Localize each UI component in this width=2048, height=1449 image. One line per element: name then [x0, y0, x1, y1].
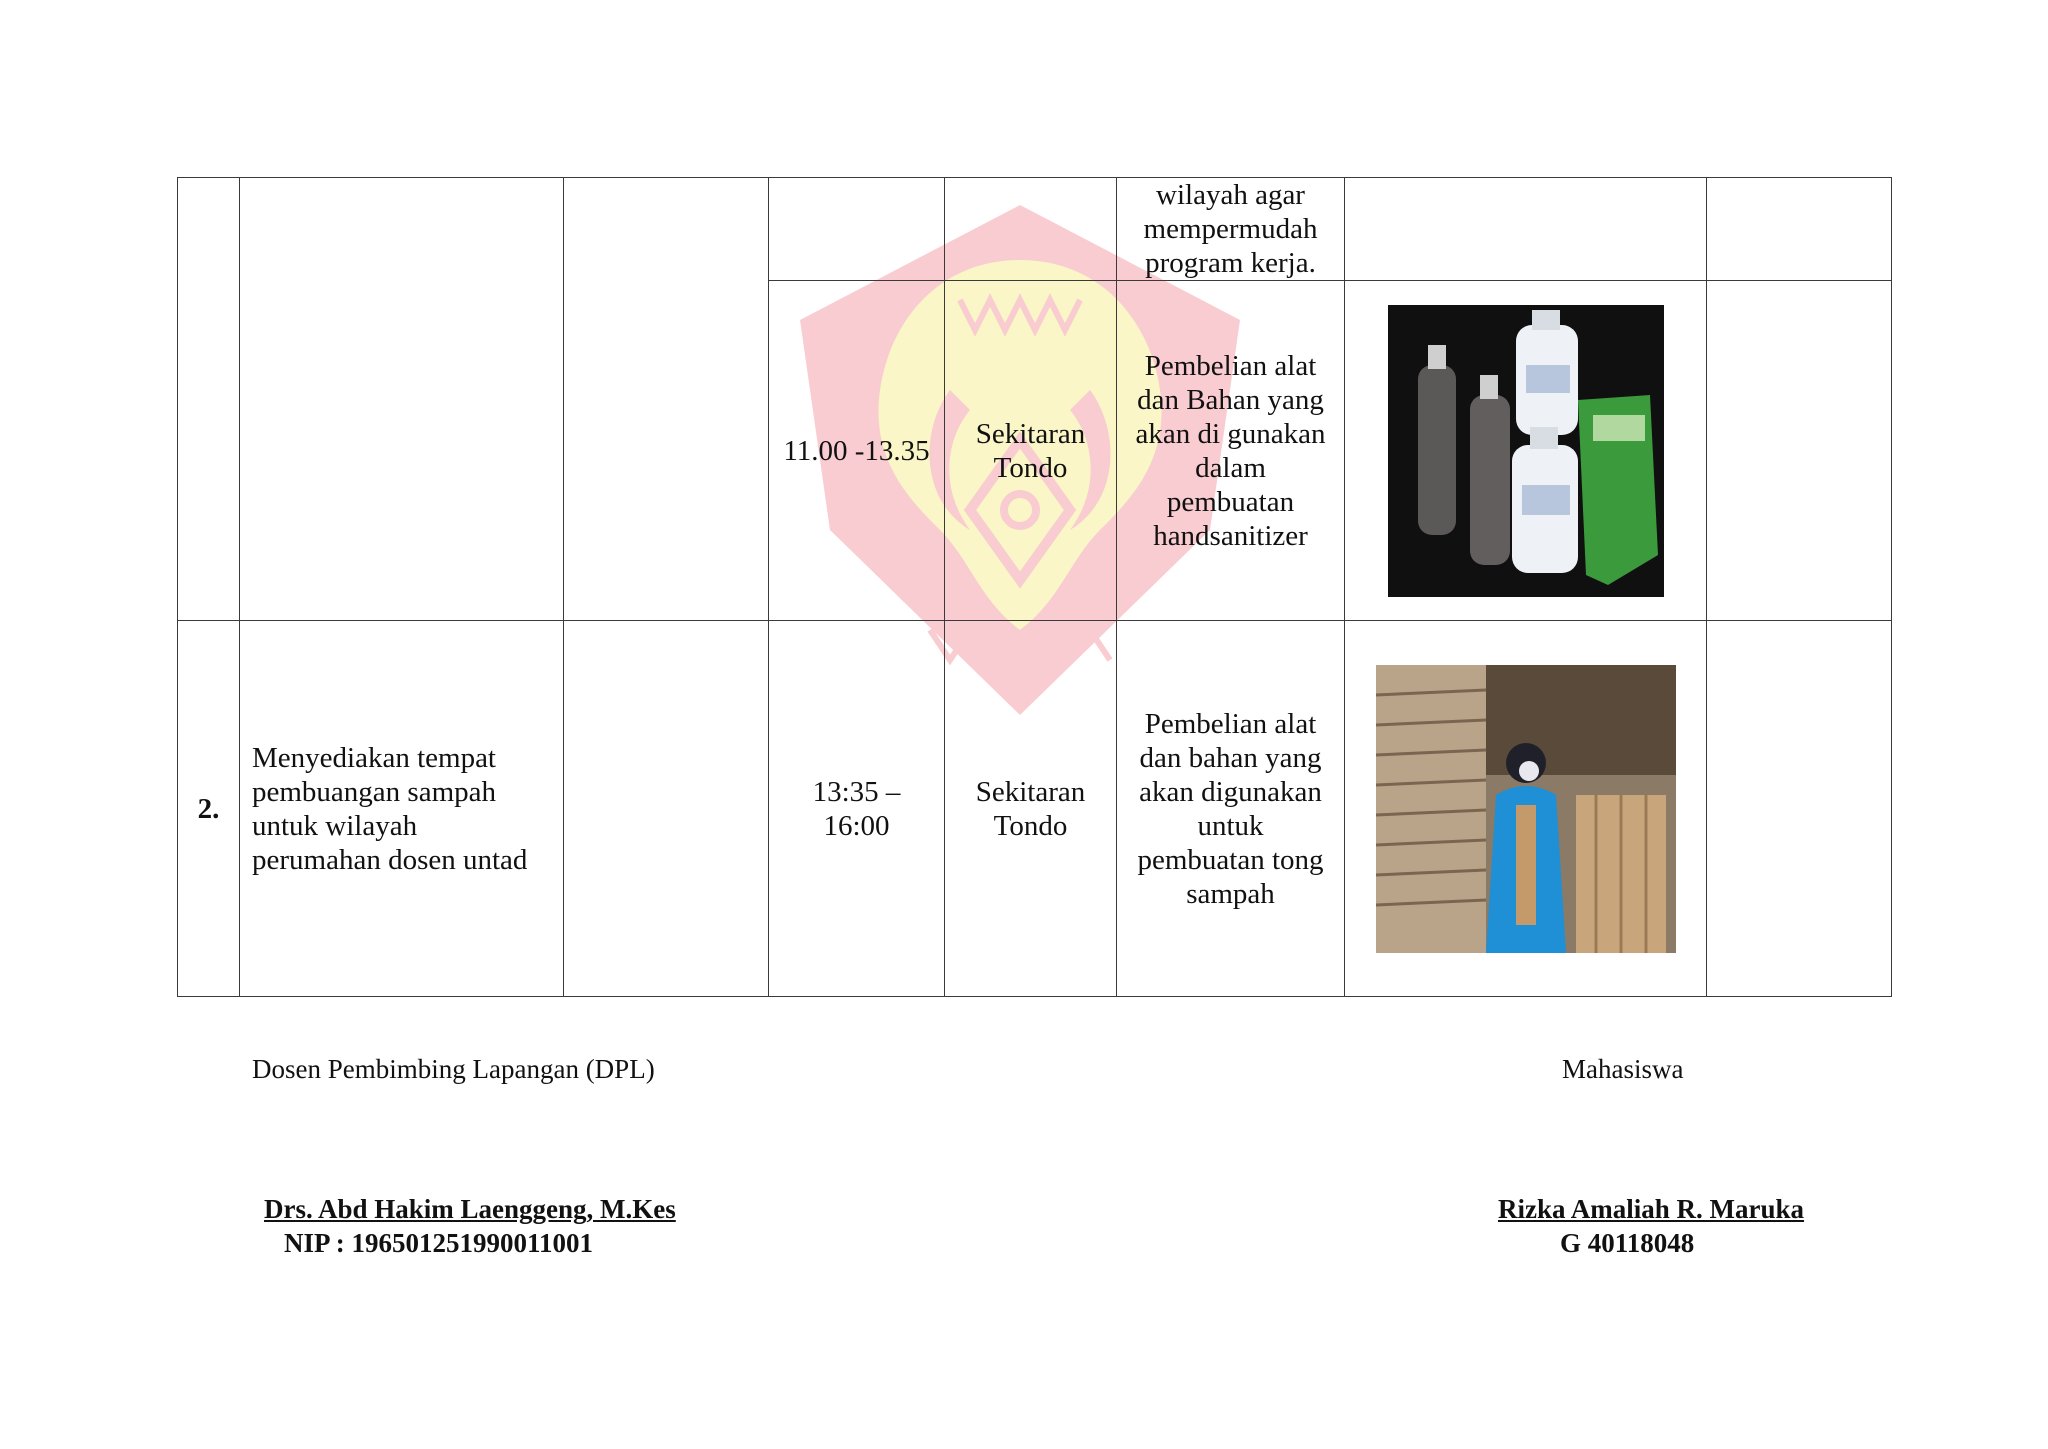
text-line: Menyediakan tempat	[252, 741, 496, 774]
activity-table	[177, 177, 1892, 997]
wood-purchase-photo-icon	[1376, 665, 1676, 953]
signature-left	[252, 1052, 655, 1086]
signature-right	[1562, 1052, 1683, 1086]
keterangan-cell	[1117, 621, 1345, 997]
photo-cell	[1345, 621, 1707, 997]
handsanitizer-materials-photo-icon	[1388, 305, 1664, 597]
signature-name: Rizka Amaliah R. Maruka	[1498, 1194, 1805, 1224]
empty-cell	[564, 178, 769, 621]
text-line: akan di gunakan	[1135, 417, 1326, 450]
text-line: Sekitaran	[975, 417, 1086, 450]
waktu-cell: 11.00 -13.35	[769, 281, 945, 621]
tempat-cell	[945, 621, 1117, 997]
text-line: Pembelian alat	[1144, 349, 1317, 382]
signature-name: Drs. Abd Hakim Laenggeng, M.Kes	[264, 1194, 676, 1224]
text-line: Sekitaran	[975, 775, 1086, 808]
text-line: mempermudah	[1143, 213, 1318, 245]
text-line: dalam	[1195, 451, 1266, 484]
photo-cell	[1345, 281, 1707, 621]
text-line: wilayah agar	[1156, 179, 1305, 211]
tempat-cell	[945, 178, 1117, 281]
text-line: pembuangan sampah	[252, 775, 497, 808]
text-line: Tondo	[993, 809, 1068, 842]
text-line: dan bahan yang	[1139, 741, 1322, 774]
empty-cell	[1707, 621, 1892, 997]
empty-cell	[564, 621, 769, 997]
text-line: sampah	[1186, 877, 1275, 910]
empty-cell	[1707, 281, 1892, 621]
signature-role: Mahasiswa	[1562, 1054, 1684, 1084]
signature-right-name-block	[1498, 1192, 1804, 1260]
text-line: Pembelian alat	[1144, 707, 1317, 740]
waktu-cell	[769, 621, 945, 997]
tempat-cell	[945, 281, 1117, 621]
text-line: 13:35 –	[812, 775, 901, 808]
photo-cell	[1345, 178, 1707, 281]
signature-id: NIP : 196501251990011001	[284, 1228, 594, 1258]
signature-left-name-block	[264, 1192, 676, 1260]
text-line: dan Bahan yang	[1137, 383, 1324, 416]
text-line: program kerja.	[1145, 247, 1316, 279]
text-line: untuk	[1197, 809, 1264, 842]
text-line: handsanitizer	[1153, 519, 1308, 552]
text-line: pembuatan tong	[1137, 843, 1324, 876]
kegiatan-cell	[240, 621, 564, 997]
table-row	[178, 621, 1892, 997]
text-line: 16:00	[823, 809, 890, 842]
no-cell	[178, 178, 240, 621]
text-line: akan digunakan	[1139, 775, 1322, 808]
empty-cell	[1707, 178, 1892, 281]
table-row	[178, 178, 1892, 281]
no-cell: 2.	[178, 621, 240, 997]
waktu-cell	[769, 178, 945, 281]
keterangan-cell	[1117, 178, 1345, 281]
signature-id: G 40118048	[1560, 1228, 1695, 1258]
text-line: perumahan dosen untad	[252, 843, 528, 876]
signature-role: Dosen Pembimbing Lapangan (DPL)	[252, 1054, 655, 1084]
kegiatan-cell	[240, 178, 564, 621]
text-line: pembuatan	[1166, 485, 1295, 518]
text-line: Tondo	[993, 451, 1068, 484]
text-line: untuk wilayah	[252, 809, 418, 842]
keterangan-cell	[1117, 281, 1345, 621]
